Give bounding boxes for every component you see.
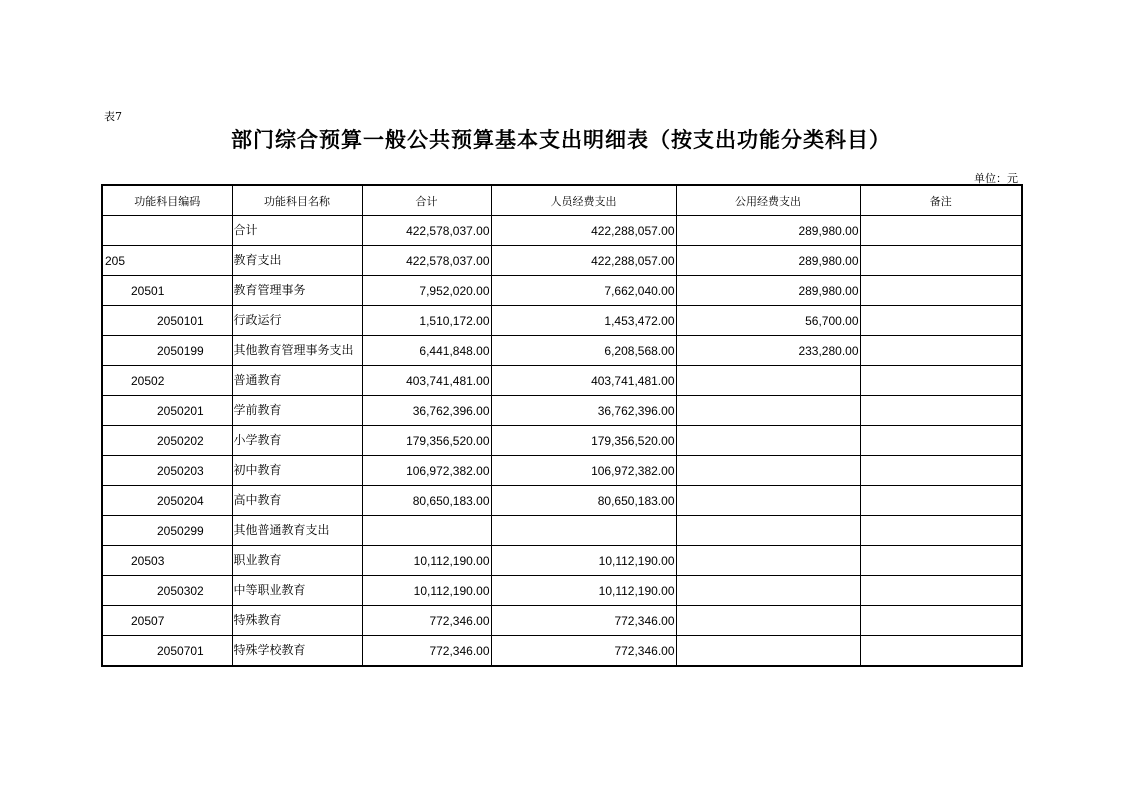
row-code: 20502 [102,366,232,396]
row-total: 106,972,382.00 [362,456,491,486]
row-total: 772,346.00 [362,636,491,667]
row-total: 179,356,520.00 [362,426,491,456]
table-row [102,426,1022,456]
page-title: 部门综合预算一般公共预算基本支出明细表（按支出功能分类科目） [231,128,891,152]
column-header-code: 功能科目编码 [102,185,232,216]
row-note [860,486,1022,516]
row-personnel: 10,112,190.00 [491,576,676,606]
row-code: 2050201 [102,396,232,426]
row-code: 20501 [102,276,232,306]
table-row [102,546,1022,576]
row-total: 772,346.00 [362,606,491,636]
row-code: 2050204 [102,486,232,516]
row-name: 行政运行 [232,306,362,336]
row-personnel: 36,762,396.00 [491,396,676,426]
row-code: 20507 [102,606,232,636]
row-personnel: 106,972,382.00 [491,456,676,486]
row-public [676,546,860,576]
row-public: 289,980.00 [676,216,860,246]
row-code: 2050302 [102,576,232,606]
table-row [102,486,1022,516]
row-personnel: 422,288,057.00 [491,216,676,246]
row-name: 教育管理事务 [232,276,362,306]
row-personnel: 772,346.00 [491,636,676,667]
row-name: 高中教育 [232,486,362,516]
row-public [676,366,860,396]
row-note [860,366,1022,396]
row-code [102,216,232,246]
row-personnel: 10,112,190.00 [491,546,676,576]
row-code: 2050202 [102,426,232,456]
table-header-row [102,185,1022,216]
row-code: 2050101 [102,306,232,336]
table-row [102,246,1022,276]
row-note [860,546,1022,576]
table-row [102,456,1022,486]
row-note [860,306,1022,336]
table-row [102,516,1022,546]
row-code: 2050199 [102,336,232,366]
row-note [860,636,1022,667]
row-personnel: 80,650,183.00 [491,486,676,516]
column-header-public: 公用经费支出 [676,185,860,216]
row-total: 403,741,481.00 [362,366,491,396]
column-header-name: 功能科目名称 [232,185,362,216]
row-code: 2050203 [102,456,232,486]
table-row [102,396,1022,426]
row-total: 7,952,020.00 [362,276,491,306]
column-header-total: 合计 [362,185,491,216]
row-public [676,606,860,636]
row-total [362,516,491,546]
table-row [102,606,1022,636]
row-personnel: 7,662,040.00 [491,276,676,306]
row-note [860,576,1022,606]
row-total: 10,112,190.00 [362,546,491,576]
table-label: 表7 [104,110,122,123]
table-row [102,636,1022,667]
row-personnel: 6,208,568.00 [491,336,676,366]
row-code: 20503 [102,546,232,576]
row-personnel [491,516,676,546]
row-public: 289,980.00 [676,246,860,276]
row-public [676,396,860,426]
table-row [102,576,1022,606]
row-personnel: 179,356,520.00 [491,426,676,456]
row-public [676,516,860,546]
row-public: 56,700.00 [676,306,860,336]
row-note [860,426,1022,456]
column-header-note: 备注 [860,185,1022,216]
row-personnel: 1,453,472.00 [491,306,676,336]
row-code: 205 [102,246,232,276]
row-note [860,606,1022,636]
row-code: 2050701 [102,636,232,667]
row-note [860,396,1022,426]
table-row [102,216,1022,246]
row-total: 36,762,396.00 [362,396,491,426]
row-public: 289,980.00 [676,276,860,306]
row-total: 80,650,183.00 [362,486,491,516]
row-note [860,456,1022,486]
row-personnel: 422,288,057.00 [491,246,676,276]
row-name: 特殊教育 [232,606,362,636]
row-total: 10,112,190.00 [362,576,491,606]
row-code: 2050299 [102,516,232,546]
budget-table [101,184,1023,667]
row-name: 合计 [232,216,362,246]
row-name: 学前教育 [232,396,362,426]
row-note [860,246,1022,276]
row-public [676,576,860,606]
row-public [676,426,860,456]
row-personnel: 403,741,481.00 [491,366,676,396]
row-public [676,486,860,516]
row-name: 特殊学校教育 [232,636,362,667]
row-public [676,456,860,486]
row-total: 1,510,172.00 [362,306,491,336]
row-personnel: 772,346.00 [491,606,676,636]
table-row [102,366,1022,396]
row-name: 初中教育 [232,456,362,486]
row-public [676,636,860,667]
row-name: 中等职业教育 [232,576,362,606]
row-total: 422,578,037.00 [362,246,491,276]
row-note [860,336,1022,366]
unit-label: 单位：元 [974,172,1018,185]
row-total: 422,578,037.00 [362,216,491,246]
row-name: 教育支出 [232,246,362,276]
row-total: 6,441,848.00 [362,336,491,366]
row-name: 职业教育 [232,546,362,576]
column-header-personnel: 人员经费支出 [491,185,676,216]
row-name: 其他教育管理事务支出 [232,336,362,366]
row-note [860,216,1022,246]
row-public: 233,280.00 [676,336,860,366]
row-name: 普通教育 [232,366,362,396]
row-name: 小学教育 [232,426,362,456]
table-row [102,336,1022,366]
row-note [860,516,1022,546]
table-row [102,276,1022,306]
row-note [860,276,1022,306]
table-row [102,306,1022,336]
row-name: 其他普通教育支出 [232,516,362,546]
